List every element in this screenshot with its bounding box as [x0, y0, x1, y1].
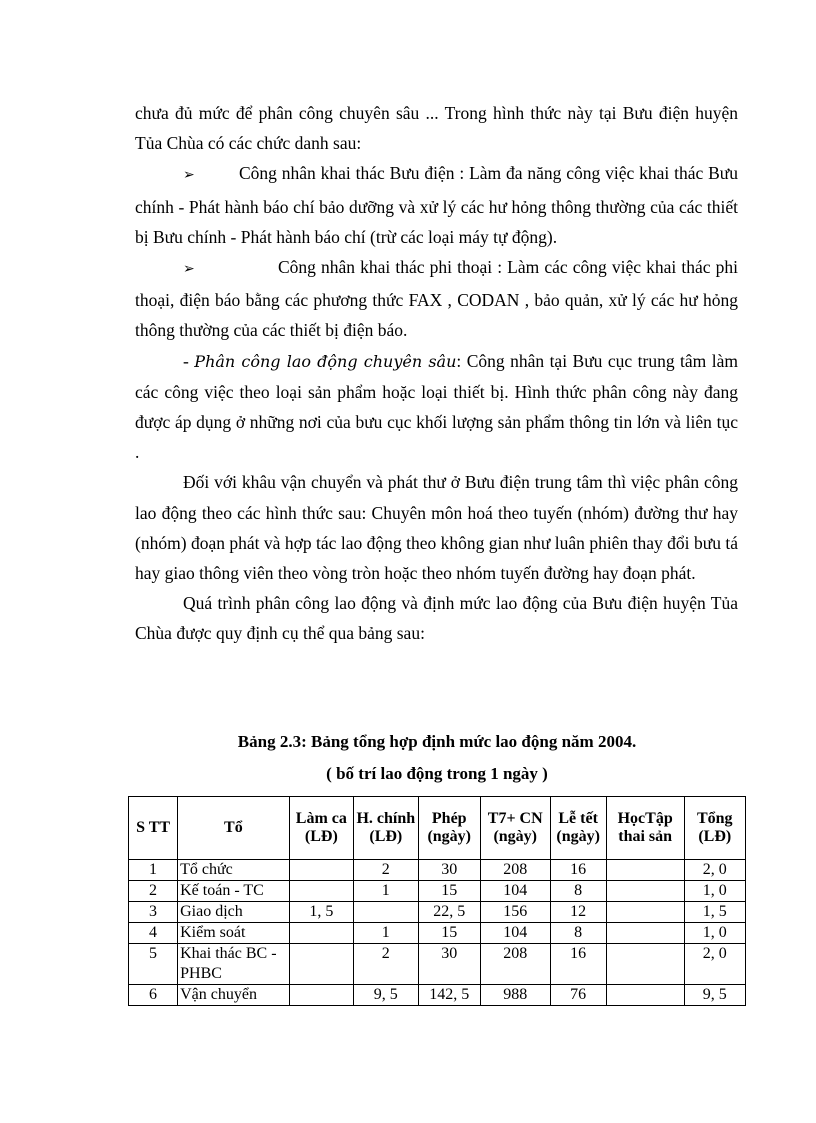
table-row: [129, 944, 746, 985]
header-le-tet: Lễ tết (ngày): [550, 797, 606, 860]
cell-le-tet: 16: [550, 860, 606, 881]
cell-tong: 9, 5: [684, 985, 745, 1006]
cell-le-tet: 8: [550, 881, 606, 902]
table-title: Bảng 2.3: Bảng tổng hợp định mức lao động năm 2004.: [237, 732, 637, 751]
cell-tong: 1, 5: [684, 902, 745, 923]
table-header-row: [129, 797, 746, 860]
header-hoc-tap: HọcTập thai sản: [606, 797, 684, 860]
header-stt: S TT: [129, 797, 178, 860]
cell-stt: 1: [129, 860, 178, 881]
cell-t7cn: 988: [480, 985, 550, 1006]
bullet-item-2-text: Công nhân khai thác phi thoại : Làm các công việc khai thác phi thoại, điện báo bằng các phương thức FAX , CODAN , bảo quản, xử lý các hư hỏng thông thường của các thiết bị điện báo.: [135, 257, 738, 341]
cell-tong: 2, 0: [684, 944, 745, 985]
paragraph-4: Đối với khâu vận chuyển và phát thư ở Bưu điện trung tâm thì việc phân công lao động theo các hình thức sau: Chuyên môn hoá theo tuyến (nhóm) đường thư hay (nhóm) đoạn phát và hợp tác lao động theo không gian như luân phiên thay đổi bưu tá hay giao thông viên theo vòng tròn hoặc theo nhóm tuyến đường hay đoạn phát.: [135, 472, 738, 584]
body-text: [135, 98, 738, 649]
paragraph-3-italic-term: Phân công lao động chuyên sâu: [194, 351, 457, 371]
cell-h-chinh: 1: [354, 923, 418, 944]
cell-h-chinh: 2: [354, 944, 418, 985]
cell-lam-ca: [289, 881, 353, 902]
cell-t7cn: 104: [480, 881, 550, 902]
header-tong: Tổng (LĐ): [684, 797, 745, 860]
cell-tong: 1, 0: [684, 923, 745, 944]
cell-stt: 6: [129, 985, 178, 1006]
header-phep: Phép (ngày): [418, 797, 480, 860]
cell-to: Vận chuyển: [178, 985, 290, 1006]
cell-lam-ca: [289, 944, 353, 985]
cell-t7cn: 156: [480, 902, 550, 923]
table-row: [129, 881, 746, 902]
bullet-item-1-text: Công nhân khai thác Bưu điện : Làm đa năng công việc khai thác Bưu chính - Phát hành báo chí bảo dưỡng và xử lý các hư hỏng thông thường của các thiết bị Bưu chính - Phát hành báo chí (trừ các loại máy tự động).: [135, 163, 738, 247]
cell-hoc-tap: [606, 881, 684, 902]
cell-tong: 2, 0: [684, 860, 745, 881]
table-row: [129, 902, 746, 923]
cell-lam-ca: [289, 985, 353, 1006]
cell-phep: 30: [418, 944, 480, 985]
table-subtitle: ( bố trí lao động trong 1 ngày ): [326, 764, 548, 783]
cell-phep: 22, 5: [418, 902, 480, 923]
cell-to: Khai thác BC - PHBC: [178, 944, 290, 985]
cell-t7cn: 208: [480, 860, 550, 881]
cell-tong: 1, 0: [684, 881, 745, 902]
header-to: Tổ: [178, 797, 290, 860]
paragraph-5: Quá trình phân công lao động và định mức lao động của Bưu điện huyện Tủa Chùa được quy định cụ thể qua bảng sau:: [135, 593, 738, 644]
cell-phep: 15: [418, 923, 480, 944]
cell-phep: 142, 5: [418, 985, 480, 1006]
header-t7cn: T7+ CN (ngày): [480, 797, 550, 860]
cell-h-chinh: 1: [354, 881, 418, 902]
header-h-chinh: H. chính (LĐ): [354, 797, 418, 860]
cell-to: Tổ chức: [178, 860, 290, 881]
cell-lam-ca: 1, 5: [289, 902, 353, 923]
cell-lam-ca: [289, 860, 353, 881]
cell-stt: 4: [129, 923, 178, 944]
cell-hoc-tap: [606, 902, 684, 923]
cell-le-tet: 16: [550, 944, 606, 985]
cell-hoc-tap: [606, 985, 684, 1006]
cell-hoc-tap: [606, 923, 684, 944]
cell-h-chinh: 2: [354, 860, 418, 881]
paragraph-3-dash: -: [183, 350, 195, 371]
bullet-item-2: [135, 252, 738, 346]
cell-to: Kiểm soát: [178, 923, 290, 944]
cell-t7cn: 208: [480, 944, 550, 985]
cell-t7cn: 104: [480, 923, 550, 944]
table-row: [129, 923, 746, 944]
cell-le-tet: 8: [550, 923, 606, 944]
cell-h-chinh: 9, 5: [354, 985, 418, 1006]
table-row: [129, 860, 746, 881]
paragraph-3: [135, 346, 738, 468]
cell-h-chinh: [354, 902, 418, 923]
cell-to: Giao dịch: [178, 902, 290, 923]
cell-le-tet: 76: [550, 985, 606, 1006]
header-lam-ca: Làm ca (LĐ): [289, 797, 353, 860]
cell-hoc-tap: [606, 860, 684, 881]
cell-stt: 5: [129, 944, 178, 985]
cell-stt: 3: [129, 902, 178, 923]
cell-phep: 30: [418, 860, 480, 881]
bullet-item-1: [135, 158, 738, 252]
cell-phep: 15: [418, 881, 480, 902]
cell-lam-ca: [289, 923, 353, 944]
cell-stt: 2: [129, 881, 178, 902]
arrow-bullet-icon: ➢: [183, 262, 195, 278]
cell-le-tet: 12: [550, 902, 606, 923]
paragraph-1: chưa đủ mức để phân công chuyên sâu ... Trong hình thức này tại Bưu điện huyện Tủa Chùa có các chức danh sau:: [135, 103, 738, 154]
cell-to: Kế toán - TC: [178, 881, 290, 902]
labor-norm-table: [128, 796, 746, 1006]
table-row: [129, 985, 746, 1006]
arrow-bullet-icon: ➢: [183, 168, 195, 184]
cell-hoc-tap: [606, 944, 684, 985]
paragraph-3-rest: : Công nhân tại Bưu cục trung tâm làm các công việc theo loại sản phẩm hoặc loại thiết bị. Hình thức phân công này đang được áp dụng ở những nơi của bưu cục khối lượng sản phẩm thông tin lớn và liên tục .: [135, 350, 738, 463]
